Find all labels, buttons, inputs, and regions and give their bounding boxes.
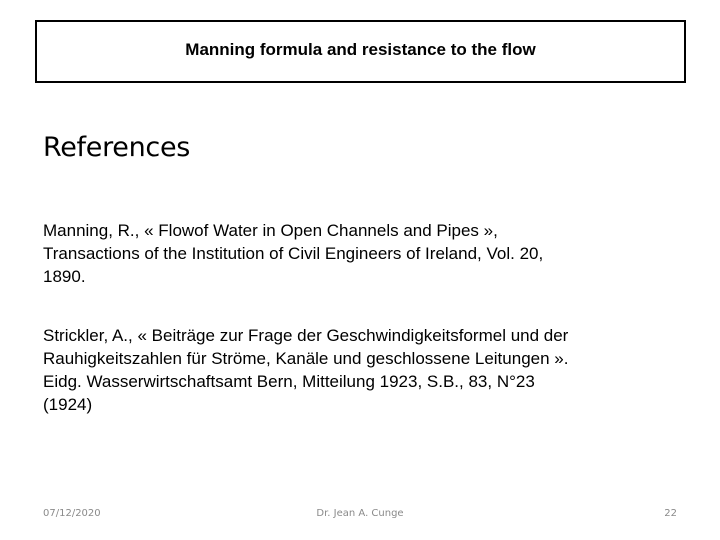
reference-manning — [43, 219, 683, 288]
reference-line: 1890. — [43, 267, 86, 286]
footer-date: 07/12/2020 — [43, 508, 101, 519]
footer-page-number: 22 — [664, 508, 677, 519]
reference-line: Manning, R., « Flowof Water in Open Channels and Pipes », — [43, 221, 498, 240]
reference-line: (1924) — [43, 395, 93, 414]
reference-line: Eidg. Wasserwirtschaftsamt Bern, Mitteilung 1923, S.B., 83, N°23 — [43, 372, 535, 391]
title-box — [35, 20, 686, 83]
reference-line: Transactions of the Institution of Civil Engineers of Ireland, Vol. 20, — [43, 244, 544, 263]
reference-line: Strickler, A., « Beiträge zur Frage der Geschwindigkeitsformel und der — [43, 326, 569, 345]
reference-strickler — [43, 324, 683, 416]
section-heading: References — [43, 132, 191, 163]
footer-author: Dr. Jean A. Cunge — [316, 508, 404, 519]
slide-title: Manning formula and resistance to the flow — [185, 40, 536, 59]
reference-line: Rauhigkeitszahlen für Ströme, Kanäle und geschlossene Leitungen ». — [43, 349, 569, 368]
